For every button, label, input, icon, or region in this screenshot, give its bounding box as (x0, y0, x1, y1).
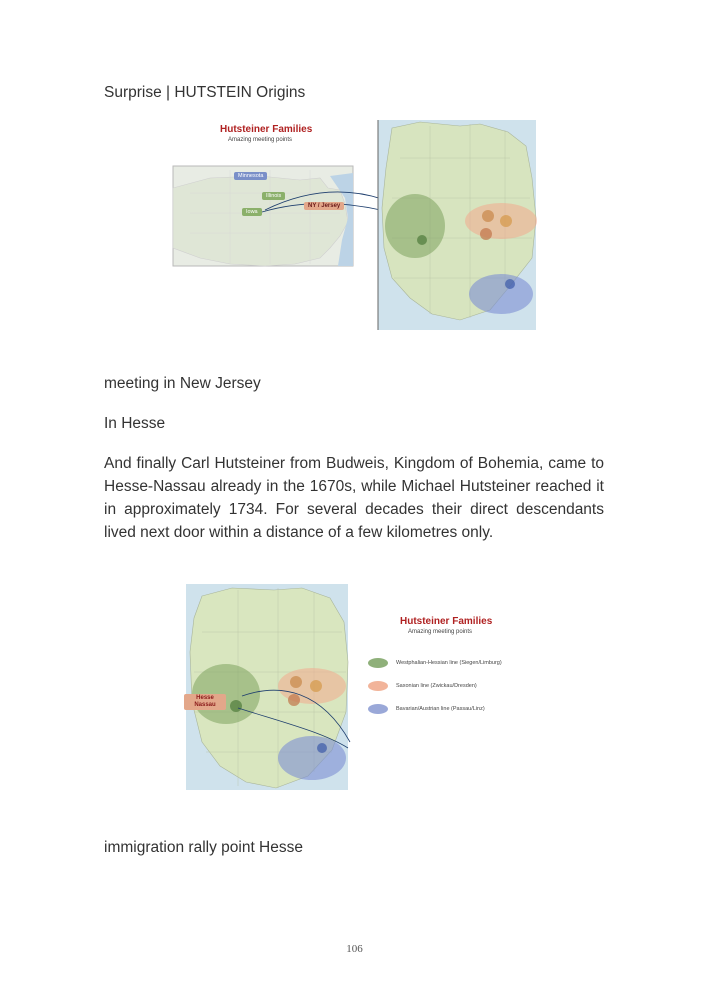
saxony-marker-1 (482, 210, 494, 222)
bavarian-austrian-area (469, 274, 533, 314)
bavaria-marker-2 (317, 743, 327, 753)
bavarian-austrian-area-2 (278, 736, 346, 780)
caption-new-jersey: meeting in New Jersey (104, 375, 261, 392)
figure2-legend-title: Hutsteiner Families (400, 616, 493, 627)
saxony-marker-5 (310, 680, 322, 692)
legend-swatch-blue (368, 704, 388, 714)
saxony-marker-3 (480, 228, 492, 240)
legend-swatch-orange (368, 681, 388, 691)
bavaria-marker (505, 279, 515, 289)
figure1-legend-subtitle: Amazing meeting points (228, 137, 293, 143)
section-title: Surprise | HUTSTEIN Origins (104, 84, 306, 101)
legend-label-saxonian: Saxonian line (Zwickau/Dresden) (396, 683, 477, 689)
westphalian-hessian-area (385, 194, 445, 258)
hesse-marker-2 (230, 700, 242, 712)
figure-new-jersey-map (170, 118, 540, 330)
subheading-in-hesse: In Hesse (104, 415, 166, 432)
figure1-nj-tag: NY / Jersey (304, 202, 344, 210)
legend-swatch-green (368, 658, 388, 668)
legend-row-bavarian (368, 704, 485, 714)
page-number: 106 (346, 943, 363, 955)
legend-row-westphalian (368, 658, 502, 668)
hesse-nassau-tag: Hesse Nassau (184, 694, 226, 710)
caption-hesse: immigration rally point Hesse (104, 839, 303, 856)
figure-hesse-map (182, 582, 512, 792)
legend-row-saxonian (368, 681, 477, 691)
saxony-marker-6 (288, 694, 300, 706)
body-paragraph: And finally Carl Hutsteiner from Budweis, Kingdom of Bohemia, came to Hesse-Nassau already in the 1670s, while Michael Hutsteiner reached it in approximately 1734. For several decades their direct descendants lived next door within a distance of a few kilometres only. (104, 455, 604, 541)
legend-label-westphalian: Westphalian-Hessian line (Siegen/Limburg) (396, 660, 502, 666)
figure1-maps (170, 118, 540, 330)
saxony-marker-4 (290, 676, 302, 688)
figure1-blue-tag: Minnesota (234, 172, 267, 180)
figure1-legend-title: Hutsteiner Families (220, 124, 313, 135)
figure1-green-tag-1: Illinois (262, 192, 285, 200)
figure1-green-tag-2: Iowa (242, 208, 262, 216)
hesse-marker (417, 235, 427, 245)
figure2-legend-subtitle: Amazing meeting points (408, 629, 473, 635)
figure2-map (182, 582, 352, 792)
saxony-marker-2 (500, 215, 512, 227)
usa-landmass (173, 176, 348, 266)
legend-label-bavarian: Bavarian/Austrian line (Passau/Linz) (396, 706, 485, 712)
